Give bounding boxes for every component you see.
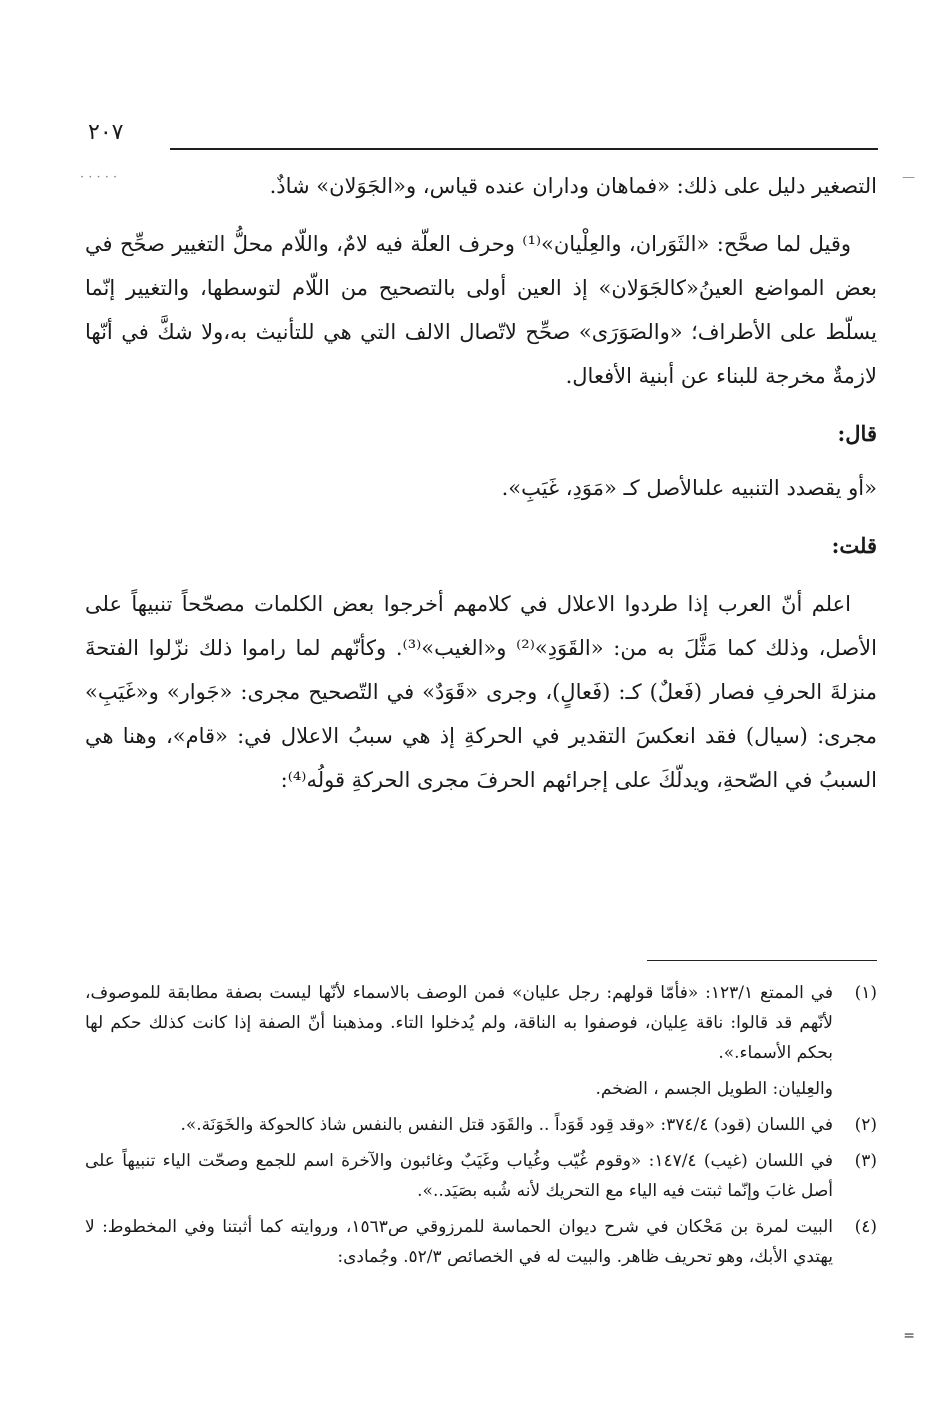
footnote-text: البيت لمرة بن مَحْكان في شرح ديوان الحماسة للمرزوقي ص١٥٦٣، وروايته كما أثبتنا وفي المخطوط: لا يهتدي الأبك، وهو تحريف ظاهر. والبيت له في الخصائص ٥٢/٣. وجُمادى: [85,1217,833,1267]
page-number: ٢٠٧ [88,120,124,145]
footnote-text: في الممتع ١٢٣/١: «فأمّا قولهم: رجل عليان» فمن الوصف بالاسماء لأنّها ليست بصفة مطابقة للموصوف، لأنّهم قد قالوا: ناقة عِليان، فوصفوا به الناقة، ولم يُدخلوا التاء. ومذهبنا أنّ الصفة إذا كانت كذلك حكم لها بحكم الأسماء.». [85,983,833,1063]
margin-mark-top-right: — [902,170,915,185]
footnote-text: في اللسان (قود) ٣٧٤/٤: «وقد قِود قَوَداً .. والقَوَد قتل النفس بالنفس شاذ كالحوكة والخَوَنَة.». [180,1115,833,1135]
footnote-number: (٢) [854,1115,877,1135]
heading-qala: قال: [837,421,877,446]
footnote-number: (٣) [854,1151,877,1171]
footnote-number: (١) [854,983,877,1003]
quote-text: «أو يقصدد التنبيه علىالأصل كـ «مَوَدِ، غَيَبِ». [501,476,877,500]
footnotes [85,978,877,1278]
footnote-number: (٤) [854,1217,877,1237]
main-text [85,164,877,802]
footnote-4 [85,1212,877,1272]
paragraph-3: اعلم أنّ العرب إذا طردوا الاعلال في كلامهم أخرجوا بعض الكلمات مصحّحاً تنبيهاً على الأصل، وذلك كما مَثَّلَ به من: «القَوَدِ»⁽²⁾ و«الغيب»⁽³⁾. وكأنّهم لما راموا ذلك نزّلوا الفتحةَ منزلةَ الحرفِ فصار (فَعلٌ) كـ: (فَعالٍ)، وجرى «قَوَدٌ» في التّصحيح مجرى: «جَوار» و«غَيَبِ» مجرى: (سيال) فقد انعكسَ التقدير في الحركةِ إذ هي سببُ الاعلال في: «قام»، وهنا هي السببُ في الصّحةِ، ويدلّكَ على إجرائهم الحرفَ مجرى الحركةِ قولُه⁽⁴⁾: [85,592,877,792]
header-rule [170,148,878,150]
footnote-2 [85,1110,877,1140]
footnote-separator [647,960,877,961]
footnote-1 [85,978,877,1068]
paragraph-2: وقيل لما صحَّح: «الثَوَران، والعِلْيان»⁽¹⁾ وحرف العلّة فيه لامٌ، واللّام محلُّ التغيير صحِّح في بعض المواضع العينُ«كالجَوَلان» إذ العين أولى بالتصحيح من اللّام لتوسطها، والتغيير إنّما يسلّط على الأطراف؛ «والصَوَرَى» صحِّح لاتّصال الالف التي هي للتأنيث به،ولا شكَّ في أنّها لازمةٌ مخرجة للبناء عن أبنية الأفعال. [85,232,877,388]
footnote-3 [85,1146,877,1206]
footnote-text: في اللسان (غيب) ١٤٧/٤: «وقوم غُيّب وغُياب وغَيَبٌ وغائبون والآخرة اسم للجمع وصحّت الياء تنبيهاً على أصل غابَ وإنّما ثبتت فيه الياء مع التحريك لأنه شُبه بصَيَد..». [85,1151,833,1201]
page-header [88,118,878,154]
paragraph-1: التصغير دليل على ذلك: «فماهان وداران عنده قياس، و«الجَوَلان» شاذٌ. [269,174,877,198]
margin-mark-continuation: = [903,1328,915,1344]
footnote-1-note: والعِليان: الطويل الجسم ، الضخم. [595,1079,833,1099]
margin-mark-top-left: · · · · · [80,170,118,185]
heading-qultu: قلت: [831,533,877,558]
